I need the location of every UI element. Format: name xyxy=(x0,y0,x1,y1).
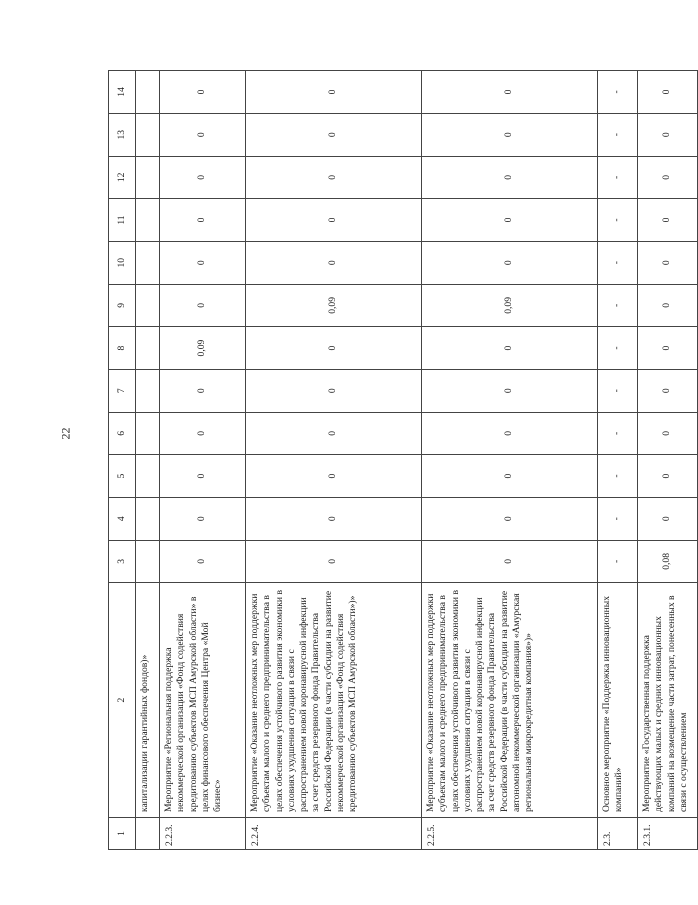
value-cell: - xyxy=(598,455,638,498)
header-cell: 10 xyxy=(109,241,136,284)
value-cell: - xyxy=(598,199,638,242)
row-description: Мероприятие «Оказание неотложных мер поддержки субъектам малого и среднего предпринимательства в целях обеспечения устойчивого развития экономики в условиях ухудшения ситуации в связи с распространением новой коронавирусной инфекции за счет средств резервного фонда Правительства Российской Федерации (в части субсидии на развитие некоммерческой организации «Фонд содействия кредитованию субъектов МСП Амурской области»)» xyxy=(246,583,422,818)
value-cell xyxy=(136,199,160,242)
value-cell xyxy=(136,156,160,199)
row-description: Основное мероприятие «Поддержка инновационных компаний» xyxy=(598,583,638,818)
value-cell: 0 xyxy=(160,455,246,498)
rotated-table-wrapper xyxy=(108,70,689,850)
value-cell: 0 xyxy=(638,327,698,370)
value-cell: 0 xyxy=(422,156,598,199)
value-cell: 0 xyxy=(638,199,698,242)
value-cell: 0 xyxy=(638,71,698,114)
value-cell: 0 xyxy=(160,412,246,455)
value-cell xyxy=(136,497,160,540)
value-cell: 0 xyxy=(422,497,598,540)
value-cell: 0 xyxy=(246,327,422,370)
value-cell: 0 xyxy=(638,284,698,327)
header-cell: 14 xyxy=(109,71,136,114)
table-row xyxy=(598,71,638,850)
table-body xyxy=(136,71,698,850)
header-cell: 6 xyxy=(109,412,136,455)
value-cell xyxy=(136,412,160,455)
value-cell: - xyxy=(598,71,638,114)
value-cell: 0 xyxy=(160,241,246,284)
value-cell: 0 xyxy=(422,412,598,455)
value-cell: 0 xyxy=(422,113,598,156)
value-cell: 0 xyxy=(246,113,422,156)
value-cell: 0 xyxy=(246,156,422,199)
value-cell: - xyxy=(598,241,638,284)
value-cell: 0 xyxy=(246,497,422,540)
row-description: Мероприятие «Региональная поддержка некоммерческой организации «Фонд содействия кредитованию субъектов МСП Амурской области» в целях финансового обеспечения Центра «Мой бизнес» xyxy=(160,583,246,818)
value-cell: 0 xyxy=(160,540,246,583)
value-cell xyxy=(136,455,160,498)
value-cell: 0 xyxy=(638,241,698,284)
header-cell: 12 xyxy=(109,156,136,199)
row-code: 2.3. xyxy=(598,818,638,850)
value-cell: 0 xyxy=(160,113,246,156)
value-cell: - xyxy=(598,284,638,327)
value-cell: 0 xyxy=(160,497,246,540)
value-cell: 0 xyxy=(160,71,246,114)
value-cell: 0 xyxy=(160,156,246,199)
row-code: 2.3.1. xyxy=(638,818,698,850)
value-cell: 0 xyxy=(422,455,598,498)
value-cell xyxy=(136,369,160,412)
value-cell: 0 xyxy=(422,71,598,114)
value-cell: 0 xyxy=(638,455,698,498)
value-cell: - xyxy=(598,113,638,156)
value-cell: 0 xyxy=(638,156,698,199)
value-cell xyxy=(136,113,160,156)
header-cell: 13 xyxy=(109,113,136,156)
header-cell: 4 xyxy=(109,497,136,540)
header-cell: 9 xyxy=(109,284,136,327)
table-row xyxy=(160,71,246,850)
value-cell: 0,08 xyxy=(638,540,698,583)
header-cell: 7 xyxy=(109,369,136,412)
page-number: 22 xyxy=(58,427,73,440)
table-row xyxy=(638,71,698,850)
value-cell: 0,09 xyxy=(160,327,246,370)
table-row xyxy=(136,71,160,850)
value-cell: 0 xyxy=(160,199,246,242)
header-cell: 5 xyxy=(109,455,136,498)
value-cell: 0,09 xyxy=(246,284,422,327)
row-code: 2.2.4. xyxy=(246,818,422,850)
header-row xyxy=(109,71,136,850)
value-cell: 0 xyxy=(160,369,246,412)
value-cell: 0,09 xyxy=(422,284,598,327)
value-cell: 0 xyxy=(638,369,698,412)
value-cell: - xyxy=(598,497,638,540)
table-row xyxy=(246,71,422,850)
value-cell: 0 xyxy=(422,327,598,370)
value-cell xyxy=(136,241,160,284)
header-cell: 2 xyxy=(109,583,136,818)
value-cell xyxy=(136,284,160,327)
value-cell: 0 xyxy=(246,540,422,583)
row-description: капитализации гарантийных фондов)» xyxy=(136,583,160,818)
value-cell: 0 xyxy=(246,369,422,412)
header-cell: 11 xyxy=(109,199,136,242)
value-cell: 0 xyxy=(422,199,598,242)
value-cell: 0 xyxy=(422,540,598,583)
table-row xyxy=(422,71,598,850)
value-cell: 0 xyxy=(638,497,698,540)
value-cell: 0 xyxy=(638,113,698,156)
value-cell: 0 xyxy=(422,241,598,284)
header-cell: 3 xyxy=(109,540,136,583)
value-cell: 0 xyxy=(246,412,422,455)
value-cell: - xyxy=(598,540,638,583)
value-cell: 0 xyxy=(246,455,422,498)
value-cell xyxy=(136,540,160,583)
value-cell: 0 xyxy=(422,369,598,412)
value-cell xyxy=(136,327,160,370)
value-cell: - xyxy=(598,412,638,455)
value-cell: 0 xyxy=(638,412,698,455)
header-cell: 1 xyxy=(109,818,136,850)
value-cell: 0 xyxy=(246,71,422,114)
row-description: Мероприятие «Государственная поддержка действующих малых и средних инновационных компаний на возмещение части затрат, понесенных в связи с осуществлением xyxy=(638,583,698,818)
data-table xyxy=(108,70,698,850)
row-code: 2.2.5. xyxy=(422,818,598,850)
row-code xyxy=(136,818,160,850)
value-cell: - xyxy=(598,156,638,199)
value-cell: 0 xyxy=(246,199,422,242)
row-description: Мероприятие «Оказание неотложных мер поддержки субъектам малого и среднего предпринимательства в целях обеспечения устойчивого развития экономики в условиях ухудшения ситуации в связи с распространением новой коронавирусной инфекции за счет средств резервного фонда Правительства Российской Федерации (в части субсидии на развитие автономной некоммерческой организации «Амурская региональная микрокредитная компания»)» xyxy=(422,583,598,818)
value-cell: - xyxy=(598,327,638,370)
value-cell: - xyxy=(598,369,638,412)
value-cell: 0 xyxy=(246,241,422,284)
value-cell xyxy=(136,71,160,114)
header-cell: 8 xyxy=(109,327,136,370)
value-cell: 0 xyxy=(160,284,246,327)
row-code: 2.2.3. xyxy=(160,818,246,850)
